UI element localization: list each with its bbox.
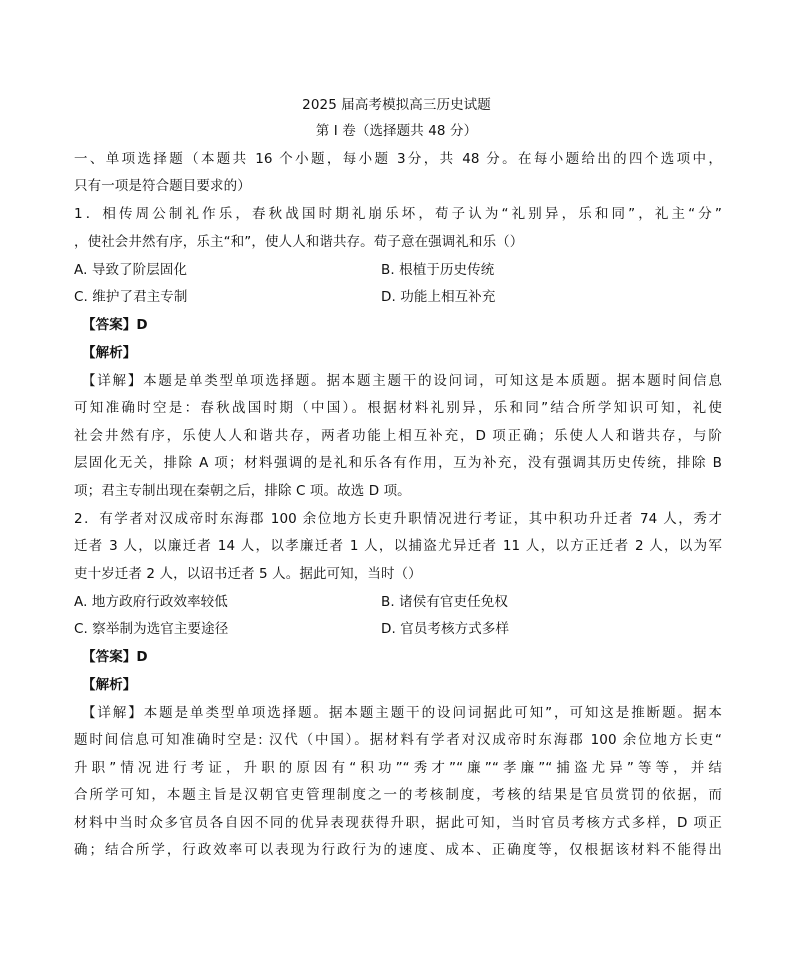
q1-answer: 【答案】D — [82, 317, 148, 333]
q2-option-a: A. 地方政府行政效率较低 — [74, 594, 228, 610]
q1-detail-line-1: 【详解】本题是单类型单项选择题。据本题主题干的设问词，可知这是本质题。据本题时间信息 — [82, 373, 722, 389]
q2-stem-line-2: 迁者 3 人，以廉迁者 14 人，以孝廉迁者 1 人，以捕盗尤异迁者 11 人，以方正迁者 2 人，以为军 — [74, 538, 722, 554]
q2-stem-line-1: 2．有学者对汉成帝时东海郡 100 余位地方长吏升职情况进行考证，其中积功升迁者 74 人，秀才 — [74, 511, 722, 527]
q1-detail-line-4: 层固化无关，排除 A 项；材料强调的是礼和乐各有作用，互为补充，没有强调其历史传统，排除 B — [74, 455, 722, 471]
page-title: 2025 届高考模拟高三历史试题 — [302, 97, 491, 113]
q1-detail-line-2: 可知准确时空是：春秋战国时期（中国）。根据材料礼别异，乐和同”结合所学知识可知，礼使 — [74, 400, 722, 416]
q2-detail-line-4: 合所学可知，本题主旨是汉朝官吏管理制度之一的考核制度，考核的结果是官员赏罚的依据，而 — [74, 787, 722, 803]
q2-detail-line-6: 确；结合所学，行政效率可以表现为行政行为的速度、成本、正确度等，仅根据该材料不能得出 — [74, 842, 722, 858]
page-subtitle: 第 I 卷（选择题共 48 分） — [315, 123, 478, 139]
q1-option-c: C. 维护了君主专制 — [74, 289, 188, 305]
q2-detail-line-2: 题时间信息可知准确时空是: 汉代（中国）。据材料有学者对汉成帝时东海郡 100 余位地方长吏“ — [74, 732, 722, 748]
q1-detail-line-3: 社会井然有序，乐使人人和谐共存，两者功能上相互补充，D 项正确；乐使人人和谐共存，与阶 — [74, 428, 722, 444]
q2-detail-line-3: 升职”情况进行考证，升职的原因有“积功”“秀才”“廉”“孝廉”“捕盗尤异”等等，并结 — [74, 760, 722, 776]
q2-answer: 【答案】D — [82, 649, 148, 665]
section-heading-line-1: 一、单项选择题（本题共 16 个小题，每小题 3分，共 48 分。在每小题给出的四个选项中， — [74, 151, 722, 167]
q1-option-a: A. 导致了阶层固化 — [74, 262, 188, 278]
q1-analysis-label: 【解析】 — [82, 345, 137, 361]
q2-detail-line-5: 材料中当时众多官员各自因不同的优异表现获得升职，据此可知，当时官员考核方式多样，D 项正 — [74, 815, 722, 831]
q1-stem-line-1: 1．相传周公制礼作乐，春秋战国时期礼崩乐坏，荀子认为“礼别异，乐和同”，礼主“分” — [74, 206, 722, 222]
q2-analysis-label: 【解析】 — [82, 677, 137, 693]
q2-detail-line-1: 【详解】本题是单类型单项选择题。据本题主题干的设问词据此可知”，可知这是推断题。据本 — [82, 705, 722, 721]
q2-option-b: B. 诸侯有官吏任免权 — [381, 594, 508, 610]
q2-option-d: D. 官员考核方式多样 — [381, 621, 510, 637]
q1-stem-line-2: ，使社会井然有序，乐主“和”，使人人和谐共存。荀子意在强调礼和乐（） — [74, 234, 524, 250]
q1-option-d: D. 功能上相互补充 — [381, 289, 496, 305]
q1-option-b: B. 根植于历史传统 — [381, 262, 495, 278]
q2-stem-line-3: 吏十岁迁者 2 人，以诏书迁者 5 人。据此可知，当时（） — [74, 566, 422, 582]
q2-option-c: C. 察举制为选官主要途径 — [74, 621, 229, 637]
section-heading-line-2: 只有一项是符合题目要求的） — [74, 178, 251, 194]
q1-detail-line-5: 项；君主专制出现在秦朝之后，排除 C 项。故选 D 项。 — [74, 483, 411, 499]
